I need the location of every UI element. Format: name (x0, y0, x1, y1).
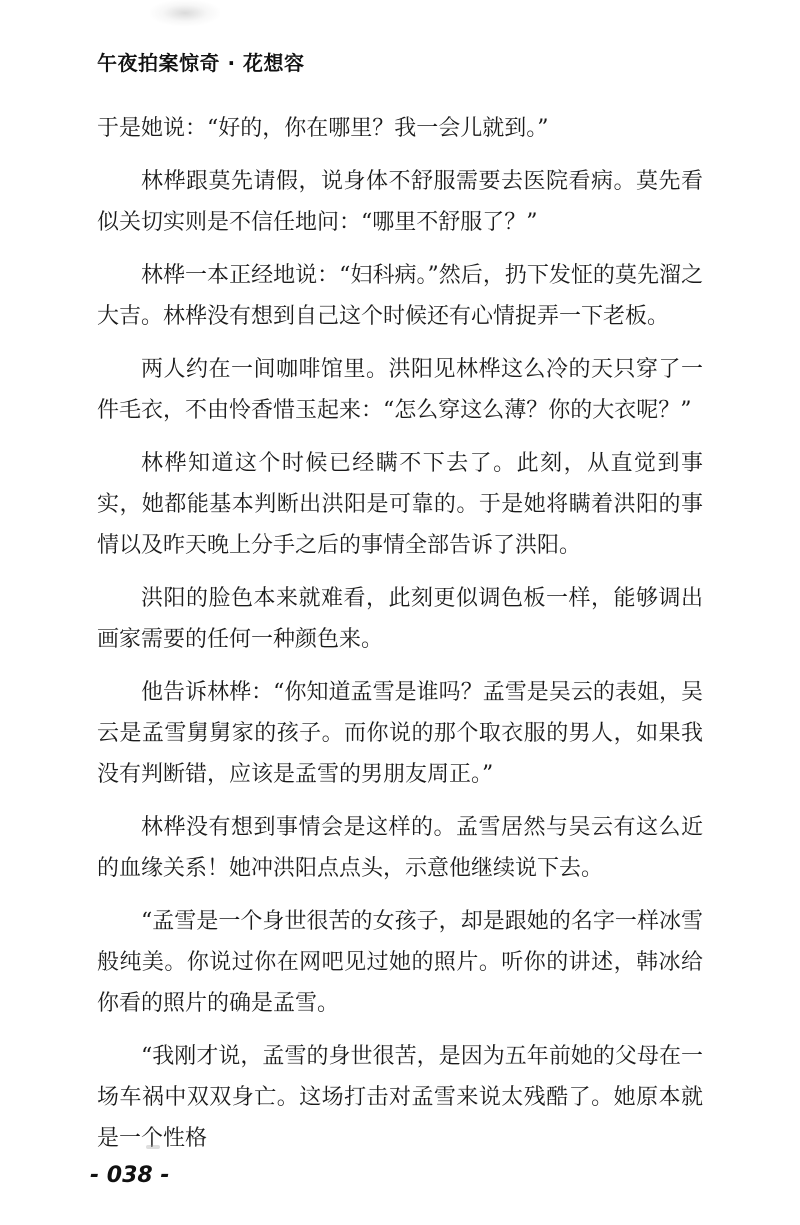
paragraph: “我刚才说，孟雪的身世很苦，是因为五年前她的父母在一场车祸中双双身亡。这场打击对孟雪来说太残酷了。她原本就是一个性格 (97, 1044, 703, 1151)
paragraph: “孟雪是一个身世很苦的女孩子，却是跟她的名字一样冰雪般纯美。你说过你在网吧见过她的照片。听你的讲述，韩冰给你看的照片的确是孟雪。 (97, 909, 703, 1016)
body-text (97, 108, 703, 1171)
paragraph: 两人约在一间咖啡馆里。洪阳见林桦这么冷的天只穿了一件毛衣，不由怜香惜玉起来：“怎么穿这么薄？你的大衣呢？” (97, 357, 703, 423)
page-scuff-mark (150, 0, 220, 26)
running-header: 午夜拍案惊奇 · 花想容 (97, 51, 305, 75)
paragraph: 于是她说：“好的，你在哪里？我一会儿就到。” (97, 116, 549, 141)
page-speck (146, 1145, 160, 1149)
paragraph: 林桦一本正经地说：“妇科病。”然后，扔下发怔的莫先溜之大吉。林桦没有想到自己这个时候还有心情捉弄一下老板。 (97, 263, 703, 329)
paragraph: 林桦跟莫先请假，说身体不舒服需要去医院看病。莫先看似关切实则是不信任地问：“哪里不舒服了？” (97, 169, 703, 235)
paragraph: 林桦知道这个时候已经瞒不下去了。此刻，从直觉到事实，她都能基本判断出洪阳是可靠的。于是她将瞒着洪阳的事情以及昨天晚上分手之后的事情全部告诉了洪阳。 (97, 451, 703, 558)
paragraph: 洪阳的脸色本来就难看，此刻更似调色板一样，能够调出画家需要的任何一种颜色来。 (97, 586, 703, 652)
paragraph: 他告诉林桦：“你知道孟雪是谁吗？孟雪是吴云的表姐，吴云是孟雪舅舅家的孩子。而你说的那个取衣服的男人，如果我没有判断错，应该是孟雪的男朋友周正。” (97, 680, 703, 787)
page-number: - 038 - (90, 1163, 170, 1188)
paragraph: 林桦没有想到事情会是这样的。孟雪居然与吴云有这么近的血缘关系！她冲洪阳点点头，示意他继续说下去。 (97, 815, 703, 881)
